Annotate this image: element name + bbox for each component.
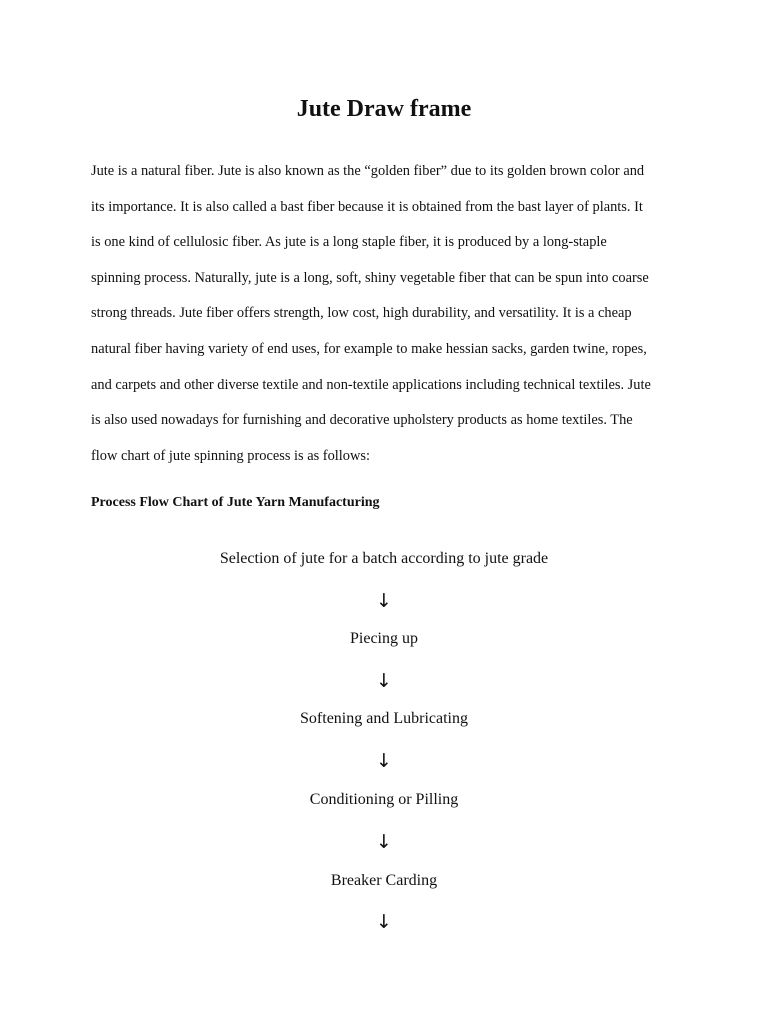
paragraph-line: is also used nowadays for furnishing and decorative upholstery products as home textiles. The xyxy=(91,412,633,429)
paragraph-line: Jute is a natural fiber. Jute is also known as the “golden fiber” due to its golden brown color and xyxy=(91,163,645,179)
paragraph-line: flow chart of jute spinning process is as follows: xyxy=(91,447,370,464)
paragraph-line: natural fiber having variety of end uses, for example to make hessian sacks, garden twine, ropes, xyxy=(91,340,647,357)
paragraph-line: and carpets and other diverse textile and non-textile applications including technical textiles. Jute xyxy=(91,376,651,393)
flow-step-piecing-up: Piecing up xyxy=(350,630,418,647)
down-arrow-icon: ↓ xyxy=(376,911,392,933)
page-title: Jute Draw frame xyxy=(296,96,472,122)
paragraph-line: its importance. It is also called a bast fiber because it is obtained from the bast layer of plants. It xyxy=(91,198,643,215)
flow-step-conditioning: Conditioning or Pilling xyxy=(309,791,459,808)
intro-paragraph xyxy=(91,154,691,474)
paragraph-line: is one kind of cellulosic fiber. As jute is a long staple fiber, it is produced by a long-staple xyxy=(91,234,607,251)
paragraph-line: spinning process. Naturally, jute is a long, soft, shiny vegetable fiber that can be spun into coarse xyxy=(91,269,649,286)
down-arrow-icon: ↓ xyxy=(376,670,392,692)
down-arrow-icon: ↓ xyxy=(376,590,392,612)
flow-step-selection: Selection of jute for a batch according to jute grade xyxy=(219,550,549,567)
down-arrow-icon: ↓ xyxy=(376,750,392,772)
flow-step-breaker-carding: Breaker Carding xyxy=(330,872,438,889)
paragraph-line: strong threads. Jute fiber offers strength, low cost, high durability, and versatility. It is a cheap xyxy=(91,305,632,322)
down-arrow-icon: ↓ xyxy=(376,831,392,853)
section-heading: Process Flow Chart of Jute Yarn Manufacturing xyxy=(91,495,380,510)
flow-step-softening: Softening and Lubricating xyxy=(300,710,468,727)
